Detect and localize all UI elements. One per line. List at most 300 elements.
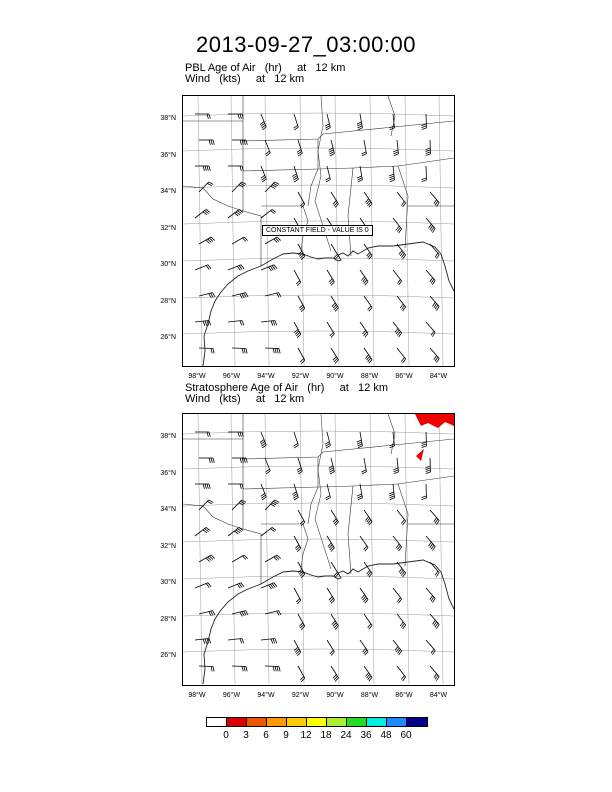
wind-barb-feather — [246, 293, 248, 297]
state-border — [243, 439, 261, 584]
wind-barb-feather — [329, 468, 333, 470]
wind-barb-shaft — [393, 218, 402, 229]
latitude-label: 32°N — [160, 224, 176, 232]
wind-barb-feather — [240, 484, 241, 489]
state-border — [318, 486, 353, 574]
wind-barb-shaft — [195, 209, 206, 218]
wind-barb-feather — [330, 472, 334, 474]
latitude-gridline — [183, 649, 454, 652]
longitude-label: 96°W — [222, 692, 241, 699]
wind-barb-shaft — [364, 614, 372, 625]
wind-barb-feather — [242, 666, 243, 671]
constant-field-annotation: CONSTANT FIELD - VALUE IS 0 — [262, 225, 373, 236]
wind-barb-feather — [242, 639, 244, 644]
wind-barb-feather — [203, 166, 204, 171]
wind-barb-shaft — [364, 458, 366, 472]
wind-barb-feather — [207, 114, 208, 119]
wind-barb-feather — [209, 484, 210, 489]
wind-barb-feather — [426, 154, 431, 155]
colorbar-tick-label: 48 — [380, 730, 392, 741]
wind-barb-feather — [242, 182, 246, 184]
wind-barb-feather — [422, 180, 427, 181]
wind-barb-shaft — [430, 562, 439, 573]
colorbar-tick-label: 9 — [283, 730, 289, 741]
main-title: 2013-09-27_03:00:00 — [196, 32, 416, 57]
wind-barb-feather — [209, 612, 211, 616]
wind-barb-feather — [358, 496, 363, 498]
longitude-label: 98°W — [188, 692, 206, 699]
wind-barb-feather — [271, 186, 275, 188]
longitude-label: 88°W — [360, 373, 379, 380]
wind-barb-feather — [357, 494, 362, 496]
longitude-label: 94°W — [257, 373, 275, 380]
wind-barb-feather — [330, 152, 334, 154]
wind-barb-feather — [358, 498, 363, 500]
wind-barb-feather — [209, 321, 211, 326]
wind-barb-shaft — [426, 640, 435, 651]
colorbar-tick-label: 18 — [320, 730, 332, 741]
longitude-gridline — [439, 414, 443, 684]
wind-barb-feather — [242, 321, 244, 326]
state-border — [243, 439, 454, 459]
wind-barb-feather — [426, 150, 431, 151]
wind-barb-feather — [329, 150, 333, 152]
colorbar-tick-label: 60 — [400, 730, 412, 741]
wind-barb-feather — [273, 321, 275, 326]
wind-barb-feather — [240, 140, 241, 145]
panel2-title-line2: Wind (kts) at 12 km — [185, 393, 305, 405]
longitude-gridline — [405, 96, 409, 366]
longitude-label: 90°W — [326, 373, 344, 380]
wind-barb-shaft — [294, 114, 298, 127]
latitude-gridline — [183, 113, 454, 116]
longitude-label: 84°W — [429, 692, 448, 699]
wind-barb-feather — [362, 154, 367, 156]
wind-barb-feather — [207, 166, 208, 171]
wind-barb-feather — [207, 484, 208, 489]
wind-barb-feather — [422, 444, 427, 445]
stratosphere-map-panel — [182, 413, 455, 686]
wind-barb-feather — [271, 321, 273, 326]
longitude-gridline — [370, 414, 374, 684]
wind-barb-shaft — [430, 192, 439, 203]
wind-barb-shaft — [331, 140, 334, 154]
state-border — [243, 121, 454, 141]
wind-barb-feather — [209, 294, 211, 298]
wind-barb-feather — [394, 152, 399, 154]
wind-barb-feather — [209, 500, 213, 502]
wind-barb-shaft — [228, 583, 241, 588]
wind-barb-feather — [271, 504, 275, 506]
wind-barb-feather — [422, 178, 427, 179]
wind-barb-feather — [203, 639, 205, 644]
wind-barb-shaft — [195, 583, 208, 588]
wind-barb-feather — [325, 442, 329, 444]
longitude-label: 98°W — [188, 373, 206, 380]
latitude-label: 38°N — [160, 433, 176, 440]
wind-barb-feather — [271, 639, 273, 644]
wind-barb-shaft — [195, 265, 208, 270]
wind-barb-feather — [205, 321, 207, 326]
wind-barb-shaft — [397, 510, 406, 521]
wind-barb-shaft — [228, 265, 241, 270]
wind-barb-feather — [238, 114, 239, 119]
wind-barb-shaft — [397, 244, 406, 255]
wind-barb-feather — [246, 666, 247, 671]
wind-barb-feather — [279, 293, 281, 297]
wind-barb-feather — [213, 611, 215, 615]
wind-barb-shaft — [360, 536, 368, 547]
wind-barb-shaft — [327, 640, 334, 652]
wind-barb-feather — [240, 183, 244, 185]
wind-barb-feather — [275, 321, 277, 326]
wind-barb-shaft — [232, 555, 244, 562]
longitude-gridline — [231, 414, 235, 684]
latitude-gridline — [183, 221, 454, 224]
wind-barb-feather — [209, 182, 213, 184]
wind-barb-feather — [358, 126, 363, 128]
colorbar-tick-label: 24 — [340, 730, 352, 741]
wind-barb-shaft — [232, 500, 242, 510]
state-border — [183, 414, 243, 439]
colorbar-swatch — [267, 718, 287, 726]
wind-barb-feather — [240, 166, 241, 171]
wind-barb-feather — [273, 348, 274, 353]
wind-barb-shaft — [294, 270, 301, 282]
wind-barb-shaft — [327, 432, 330, 446]
colorbar-tick-label: 12 — [300, 730, 312, 741]
longitude-gridline — [231, 96, 235, 366]
wind-barb-feather — [326, 444, 330, 446]
wind-barb-shaft — [430, 614, 439, 625]
wind-barb-feather — [362, 470, 367, 472]
wind-barb-shaft — [397, 296, 406, 307]
wind-barb-feather — [209, 458, 210, 463]
wind-barb-feather — [422, 126, 427, 127]
wind-barb-feather — [362, 152, 367, 154]
wind-barb-feather — [326, 496, 330, 498]
wind-barb-shaft — [426, 270, 435, 281]
colorbar — [206, 717, 428, 727]
colorbar-tick-label: 6 — [263, 730, 269, 741]
colorbar-swatch — [227, 718, 247, 726]
state-border — [243, 121, 261, 266]
wind-barb-feather — [358, 180, 363, 182]
wind-barb-shaft — [261, 484, 266, 497]
state-border — [183, 96, 243, 121]
wind-barb-shaft — [397, 614, 406, 625]
wind-barb-feather — [393, 150, 398, 152]
wind-barb-feather — [242, 500, 246, 502]
latitude-gridline — [183, 431, 454, 434]
wind-barb-shaft — [294, 588, 301, 600]
wind-barb-feather — [242, 348, 243, 353]
wind-barb-feather — [213, 348, 214, 353]
wind-barb-feather — [273, 639, 275, 644]
longitude-label: 94°W — [257, 692, 275, 699]
longitude-label: 96°W — [222, 373, 241, 380]
wind-barb-shaft — [397, 562, 406, 573]
wind-barb-feather — [205, 639, 207, 644]
wind-barb-feather — [394, 154, 399, 156]
wind-barb-feather — [326, 128, 330, 130]
wind-barb-shaft — [397, 192, 406, 203]
wind-barb-feather — [275, 666, 276, 671]
wind-barb-shaft — [430, 666, 439, 677]
wind-barb-feather — [357, 442, 362, 444]
wind-barb-shaft — [294, 432, 298, 445]
wind-barb-feather — [240, 114, 241, 119]
wind-barb-feather — [275, 639, 277, 644]
wind-barb-shaft — [430, 348, 439, 359]
wind-barb-feather — [275, 500, 279, 502]
longitude-label: 88°W — [360, 692, 379, 699]
wind-barb-feather — [422, 496, 427, 497]
latitude-label: 34°N — [160, 188, 176, 195]
latitude-gridline — [183, 613, 454, 616]
wind-barb-shaft — [393, 588, 402, 599]
wind-barb-feather — [207, 183, 211, 185]
wind-barb-feather — [246, 611, 248, 615]
wind-barb-shaft — [397, 666, 406, 677]
wind-barb-feather — [211, 348, 212, 353]
wind-barb-shaft — [327, 166, 330, 180]
wind-barb-feather — [207, 501, 211, 503]
latitude-label: 26°N — [160, 334, 176, 341]
wind-barb-shaft — [331, 458, 334, 472]
wind-barb-shaft — [327, 114, 330, 128]
wind-barb-feather — [273, 666, 274, 671]
colorbar-swatch — [307, 718, 327, 726]
wind-barb-shaft — [360, 484, 362, 498]
wind-barb-feather — [277, 666, 278, 671]
wind-barb-shaft — [327, 322, 334, 334]
panel2-title-line1: Stratosphere Age of Air (hr) at 12 km — [185, 382, 388, 394]
latitude-label: 36°N — [160, 469, 176, 477]
wind-barb-feather — [389, 176, 394, 178]
colorbar-tick-label: 36 — [360, 730, 372, 741]
wind-barb-feather — [390, 496, 395, 498]
wind-barb-feather — [426, 148, 431, 149]
longitude-gridline — [405, 414, 409, 684]
state-border — [243, 487, 318, 489]
latitude-label: 38°N — [160, 115, 176, 122]
colorbar-swatch — [367, 718, 387, 726]
longitude-label: 86°W — [395, 692, 413, 699]
longitude-gridline — [300, 414, 304, 684]
wind-barb-feather — [358, 446, 363, 448]
colorbar-swatch — [247, 718, 267, 726]
wind-barb-shaft — [426, 322, 435, 333]
state-border — [243, 169, 318, 171]
wind-barb-feather — [357, 176, 362, 178]
longitude-label: 92°W — [291, 373, 310, 380]
wind-barb-feather — [211, 458, 212, 463]
wind-barb-feather — [390, 180, 395, 182]
wind-barb-feather — [389, 492, 394, 494]
wind-barb-feather — [209, 166, 210, 171]
wind-barb-feather — [240, 639, 242, 644]
wind-barb-feather — [279, 611, 281, 615]
wind-barb-shaft — [228, 527, 239, 536]
wind-barb-feather — [209, 639, 211, 644]
latitude-label: 34°N — [160, 506, 176, 513]
wind-barb-feather — [279, 348, 280, 353]
wind-barb-shaft — [327, 484, 330, 498]
wind-barb-feather — [244, 666, 245, 671]
wind-barb-feather — [394, 472, 399, 474]
longitude-gridline — [198, 96, 202, 366]
wind-barb-shaft — [195, 527, 206, 536]
wind-barb-feather — [213, 293, 215, 297]
wind-barb-feather — [203, 321, 205, 326]
wind-barb-shaft — [232, 182, 242, 192]
wind-barb-feather — [357, 440, 362, 442]
wind-barb-shaft — [430, 296, 439, 307]
wind-barb-shaft — [364, 296, 372, 307]
wind-barb-feather — [390, 178, 395, 180]
state-border — [318, 168, 353, 256]
wind-barb-shaft — [364, 140, 366, 154]
latitude-gridline — [183, 258, 454, 261]
wind-barb-feather — [209, 140, 210, 145]
wind-barb-feather — [275, 348, 276, 353]
age-of-air-red-patch-small — [416, 449, 424, 461]
age-of-air-red-patch — [415, 414, 454, 428]
wind-barb-feather — [244, 293, 246, 297]
wind-barb-feather — [211, 140, 212, 145]
coastline — [203, 560, 454, 684]
latitude-gridline — [183, 576, 454, 579]
wind-barb-feather — [326, 126, 330, 128]
colorbar-swatch — [407, 718, 427, 726]
latitude-gridline — [183, 331, 454, 334]
longitude-gridline — [265, 414, 269, 684]
latitude-label: 28°N — [160, 615, 176, 623]
wind-barb-feather — [357, 124, 362, 126]
latitude-label: 32°N — [160, 542, 176, 550]
wind-barb-shaft — [360, 114, 362, 128]
latitude-label: 30°N — [160, 261, 176, 268]
wind-barb-feather — [244, 611, 246, 615]
longitude-label: 86°W — [395, 373, 413, 380]
wind-barb-feather — [426, 466, 431, 467]
state-border — [398, 158, 454, 166]
wind-barb-shaft — [261, 166, 266, 179]
wind-barb-feather — [426, 152, 431, 153]
wind-barb-feather — [240, 321, 242, 326]
wind-barb-feather — [205, 484, 206, 489]
wind-barb-feather — [326, 446, 330, 448]
colorbar-tick-label: 3 — [243, 730, 249, 741]
wind-barb-feather — [358, 444, 363, 446]
colorbar-swatch — [287, 718, 307, 726]
wind-barb-shaft — [393, 322, 402, 333]
wind-barb-feather — [358, 178, 363, 180]
wind-barb-feather — [422, 498, 427, 499]
colorbar-swatch — [327, 718, 347, 726]
wind-barb-feather — [244, 348, 245, 353]
state-border — [388, 414, 395, 454]
wind-barb-feather — [426, 472, 431, 473]
wind-barb-feather — [238, 432, 239, 437]
colorbar-swatch — [387, 718, 407, 726]
longitude-gridline — [198, 414, 202, 684]
wind-barb-feather — [240, 501, 244, 503]
wind-barb-feather — [246, 348, 247, 353]
wind-barb-feather — [357, 122, 362, 124]
longitude-gridline — [335, 414, 339, 684]
wind-barb-feather — [277, 348, 278, 353]
state-border — [388, 96, 395, 136]
wind-barb-feather — [422, 446, 427, 447]
wind-barb-feather — [326, 180, 330, 182]
wind-barb-shaft — [430, 244, 439, 255]
wind-barb-feather — [275, 182, 279, 184]
map-canvas — [183, 414, 454, 684]
wind-barb-shaft — [430, 510, 439, 521]
wind-barb-feather — [211, 666, 212, 671]
wind-barb-feather — [326, 178, 330, 180]
wind-barb-feather — [330, 470, 334, 472]
wind-barb-feather — [422, 128, 427, 129]
wind-barb-shaft — [393, 270, 402, 281]
longitude-label: 92°W — [291, 692, 310, 699]
state-border — [398, 476, 454, 484]
wind-barb-feather — [326, 498, 330, 500]
wind-barb-feather — [426, 468, 431, 469]
wind-barb-shaft — [360, 166, 362, 180]
wind-barb-shaft — [360, 432, 362, 446]
wind-barb-feather — [207, 432, 208, 437]
wind-barb-feather — [389, 174, 394, 176]
wind-barb-feather — [389, 494, 394, 496]
wind-barb-shaft — [393, 640, 402, 651]
colorbar-swatch — [207, 718, 227, 726]
wind-barb-shaft — [426, 588, 435, 599]
colorbar-tick-label: 0 — [223, 730, 229, 741]
wind-barb-feather — [426, 470, 431, 471]
wind-barb-feather — [213, 666, 214, 671]
wind-barb-feather — [213, 458, 214, 463]
coastline — [203, 242, 454, 366]
wind-barb-feather — [240, 432, 241, 437]
wind-barb-feather — [390, 498, 395, 500]
latitude-gridline — [183, 295, 454, 298]
longitude-label: 84°W — [429, 373, 448, 380]
wind-barb-shaft — [228, 209, 239, 218]
wind-barb-feather — [393, 468, 398, 470]
longitude-gridline — [439, 96, 443, 366]
wind-barb-feather — [205, 166, 206, 171]
wind-barb-feather — [279, 666, 280, 671]
wind-barb-feather — [325, 124, 329, 126]
latitude-label: 30°N — [160, 579, 176, 586]
colorbar-swatch — [347, 718, 367, 726]
latitude-gridline — [183, 539, 454, 542]
wind-barb-feather — [203, 484, 204, 489]
latitude-label: 26°N — [160, 652, 176, 659]
wind-barb-feather — [362, 472, 367, 474]
wind-barb-shaft — [393, 536, 402, 547]
latitude-label: 36°N — [160, 151, 176, 159]
wind-barb-shaft — [397, 348, 406, 359]
wind-barb-feather — [394, 470, 399, 472]
wind-barb-feather — [358, 128, 363, 130]
wind-barb-feather — [330, 154, 334, 156]
panel1-title-line1: PBL Age of Air (hr) at 12 km — [185, 62, 346, 74]
longitude-label: 90°W — [326, 692, 344, 699]
